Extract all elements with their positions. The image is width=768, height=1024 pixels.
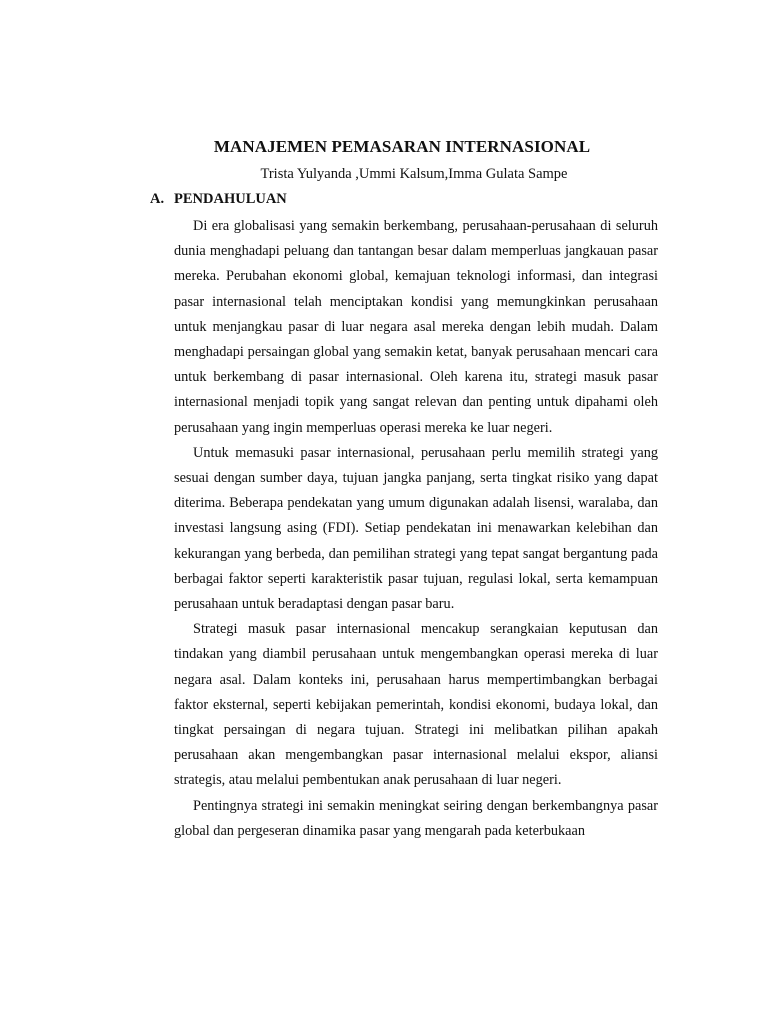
section-number: A. bbox=[150, 191, 165, 207]
paragraph: Di era globalisasi yang semakin berkembang, perusahaan-perusahaan di seluruh dunia menghadapi peluang dan tantangan besar dalam memperluas jangkauan pasar mereka. Perubahan ekonomi global, kemajuan teknologi informasi, dan integrasi pasar internasional telah menciptakan kondisi yang memungkinkan perusahaan untuk menjangkau pasar di luar negara asal mereka dengan lebih mudah. Dalam menghadapi persaingan global yang semakin ketat, banyak perusahaan mencari cara untuk berkembang di pasar internasional. Oleh karena itu, strategi masuk pasar internasional menjadi topik yang sangat relevan dan penting untuk dipahami oleh perusahaan yang ingin memperluas operasi mereka ke luar negeri. bbox=[174, 218, 658, 436]
section-title: PENDAHULUAN bbox=[174, 191, 287, 207]
document-authors: Trista Yulyanda ,Ummi Kalsum,Imma Gulata Sampe bbox=[260, 166, 568, 182]
paragraph: Pentingnya strategi ini semakin meningkat seiring dengan berkembangnya pasar global dan pergeseran dinamika pasar yang mengarah pada keterbukaan bbox=[174, 797, 658, 839]
paragraph: Untuk memasuki pasar internasional, perusahaan perlu memilih strategi yang sesuai dengan sumber daya, tujuan jangka panjang, serta tingkat risiko yang dapat diterima. Beberapa pendekatan yang umum digunakan adalah lisensi, waralaba, dan investasi langsung asing (FDI). Setiap pendekatan ini menawarkan kelebihan dan kekurangan yang berbeda, dan pemilihan strategi yang tepat sangat bergantung pada berbagai faktor seperti karakteristik pasar tujuan, regulasi lokal, serta kemampuan perusahaan untuk beradaptasi dengan pasar baru. bbox=[174, 444, 658, 613]
section-heading bbox=[150, 191, 287, 208]
section-body bbox=[174, 214, 658, 844]
document-title: MANAJEMEN PEMASARAN INTERNASIONAL bbox=[213, 137, 591, 156]
paragraph: Strategi masuk pasar internasional mencakup serangkaian keputusan dan tindakan yang diambil perusahaan untuk mengembangkan operasi mereka di luar negara asal. Dalam konteks ini, perusahaan harus mempertimbangkan berbagai faktor eksternal, seperti kebijakan pemerintah, kondisi ekonomi, budaya lokal, dan tingkat persaingan di negara tujuan. Strategi ini melibatkan pilihan apakah perusahaan akan mengembangkan pasar internasional melalui ekspor, aliansi strategis, atau melalui pembentukan anak perusahaan di luar negeri. bbox=[174, 621, 658, 789]
